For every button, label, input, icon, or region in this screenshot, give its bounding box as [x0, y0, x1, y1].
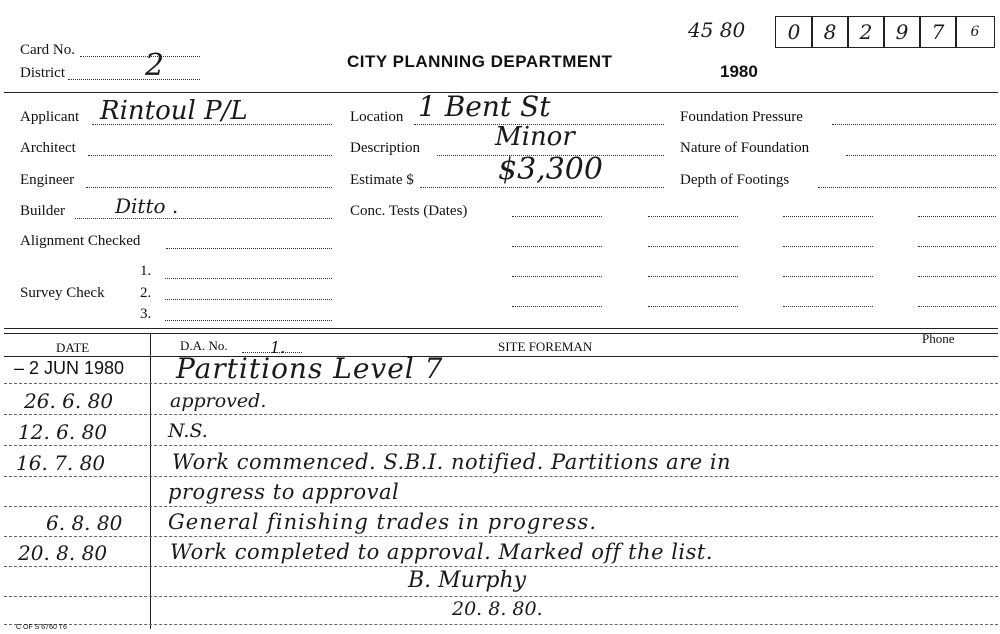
log-entry-date: – 2 JUN 1980 — [14, 358, 125, 378]
applicant-label: Applicant — [20, 109, 80, 125]
location-value: 1 Bent St — [418, 90, 551, 123]
log-entry-text: progress to approval — [168, 480, 400, 504]
year-label: 1980 — [720, 62, 758, 81]
architect-line — [88, 155, 332, 156]
depth-of-footings-label: Depth of Footings — [680, 172, 790, 188]
estimate-line — [420, 187, 664, 188]
log-entry-text: Work completed to approval. Marked off the list. — [170, 540, 714, 564]
log-entry-date: 12. 6. 80 — [18, 420, 108, 444]
survey-item-2: 2. — [140, 285, 152, 301]
survey-line-2 — [165, 299, 332, 300]
log-entry-text: Work commenced. S.B.I. notified. Partitions are in — [172, 450, 732, 474]
ref-digit-3: 2 — [847, 16, 885, 48]
conc-line-c4 — [783, 306, 873, 307]
estimate-value: $3,300 — [498, 152, 603, 187]
log-row-divider — [4, 476, 998, 477]
engineer-label: Engineer — [20, 172, 75, 188]
conc-line-c1 — [783, 216, 873, 217]
date-column-divider — [150, 333, 151, 629]
log-row-divider — [4, 506, 998, 507]
log-entry-date: 16. 7. 80 — [16, 451, 106, 475]
survey-line-3 — [165, 320, 332, 321]
log-entry-date: 26. 6. 80 — [24, 389, 114, 413]
description-label: Description — [350, 140, 420, 156]
engineer-line — [86, 187, 332, 188]
log-entry-text: N.S. — [168, 420, 208, 442]
log-entry-text: General finishing trades in progress. — [168, 510, 597, 534]
district-line — [68, 79, 200, 80]
survey-line-1 — [165, 278, 332, 279]
conc-line-a1 — [512, 216, 602, 217]
card-no-line — [80, 56, 200, 57]
conc-tests-label: Conc. Tests (Dates) — [350, 203, 468, 219]
builder-value: Ditto . — [115, 194, 179, 218]
log-header-divider — [4, 356, 998, 357]
log-row-divider — [4, 624, 998, 625]
survey-item-3: 3. — [140, 306, 152, 322]
district-label: District — [20, 65, 65, 81]
estimate-label: Estimate $ — [350, 172, 414, 188]
survey-item-1: 1. — [140, 263, 152, 279]
location-label: Location — [350, 109, 404, 125]
log-top-divider — [4, 328, 998, 329]
log-entry-date: 20. 8. 80 — [18, 541, 108, 565]
nature-of-foundation-label: Nature of Foundation — [680, 140, 810, 156]
conc-line-d4 — [918, 306, 996, 307]
log-entry-text: Partitions Level 7 — [176, 352, 444, 385]
foreman-signature: B. Murphy — [408, 568, 527, 593]
conc-line-d3 — [918, 276, 996, 277]
survey-check-label: Survey Check — [20, 285, 105, 301]
foundation-pressure-line — [832, 124, 996, 125]
log-row-divider — [4, 414, 998, 415]
reference-prefix: 45 80 — [688, 18, 746, 42]
depth-of-footings-line — [818, 187, 996, 188]
conc-line-c2 — [783, 246, 873, 247]
da-no-label: D.A. No. — [180, 338, 228, 353]
ref-digit-5: 7 — [919, 16, 957, 48]
card-no-label: Card No. — [20, 42, 75, 58]
phone-label: Phone — [922, 331, 955, 346]
log-row-divider — [4, 596, 998, 597]
description-value: Minor — [495, 122, 575, 152]
conc-line-a2 — [512, 246, 602, 247]
conc-line-d2 — [918, 246, 996, 247]
log-top-divider-2 — [4, 333, 998, 334]
date-header: DATE — [56, 340, 90, 355]
da-no-value: 1. — [270, 338, 286, 357]
site-foreman-label: SITE FOREMAN — [498, 339, 593, 354]
conc-line-b2 — [648, 246, 738, 247]
conc-line-d1 — [918, 216, 996, 217]
conc-line-c3 — [783, 276, 873, 277]
conc-line-a4 — [512, 306, 602, 307]
builder-label: Builder — [20, 203, 65, 219]
applicant-value: Rintoul P/L — [100, 96, 248, 126]
log-row-divider — [4, 566, 998, 567]
alignment-label: Alignment Checked — [20, 233, 141, 249]
ref-digit-2: 8 — [811, 16, 849, 48]
ref-digit-1: 0 — [775, 16, 813, 48]
alignment-line — [166, 248, 332, 249]
conc-line-a3 — [512, 276, 602, 277]
architect-label: Architect — [20, 140, 76, 156]
log-entry-date: 6. 8. 80 — [46, 511, 123, 535]
district-value: 2 — [145, 48, 165, 83]
log-entry-text: approved. — [170, 390, 267, 412]
conc-line-b3 — [648, 276, 738, 277]
conc-line-b1 — [648, 216, 738, 217]
page-title: CITY PLANNING DEPARTMENT — [347, 52, 613, 71]
form-code: C OF S 6760 T6 — [16, 624, 67, 631]
ref-digit-4: 9 — [883, 16, 921, 48]
log-row-divider — [4, 445, 998, 446]
log-row-divider — [4, 536, 998, 537]
foundation-pressure-label: Foundation Pressure — [680, 109, 803, 125]
log-row-divider — [4, 383, 998, 384]
ref-digit-6: 6 — [955, 16, 995, 48]
conc-line-b4 — [648, 306, 738, 307]
builder-line — [75, 218, 332, 219]
nature-of-foundation-line — [846, 155, 996, 156]
signature-date: 20. 8. 80. — [452, 598, 543, 620]
